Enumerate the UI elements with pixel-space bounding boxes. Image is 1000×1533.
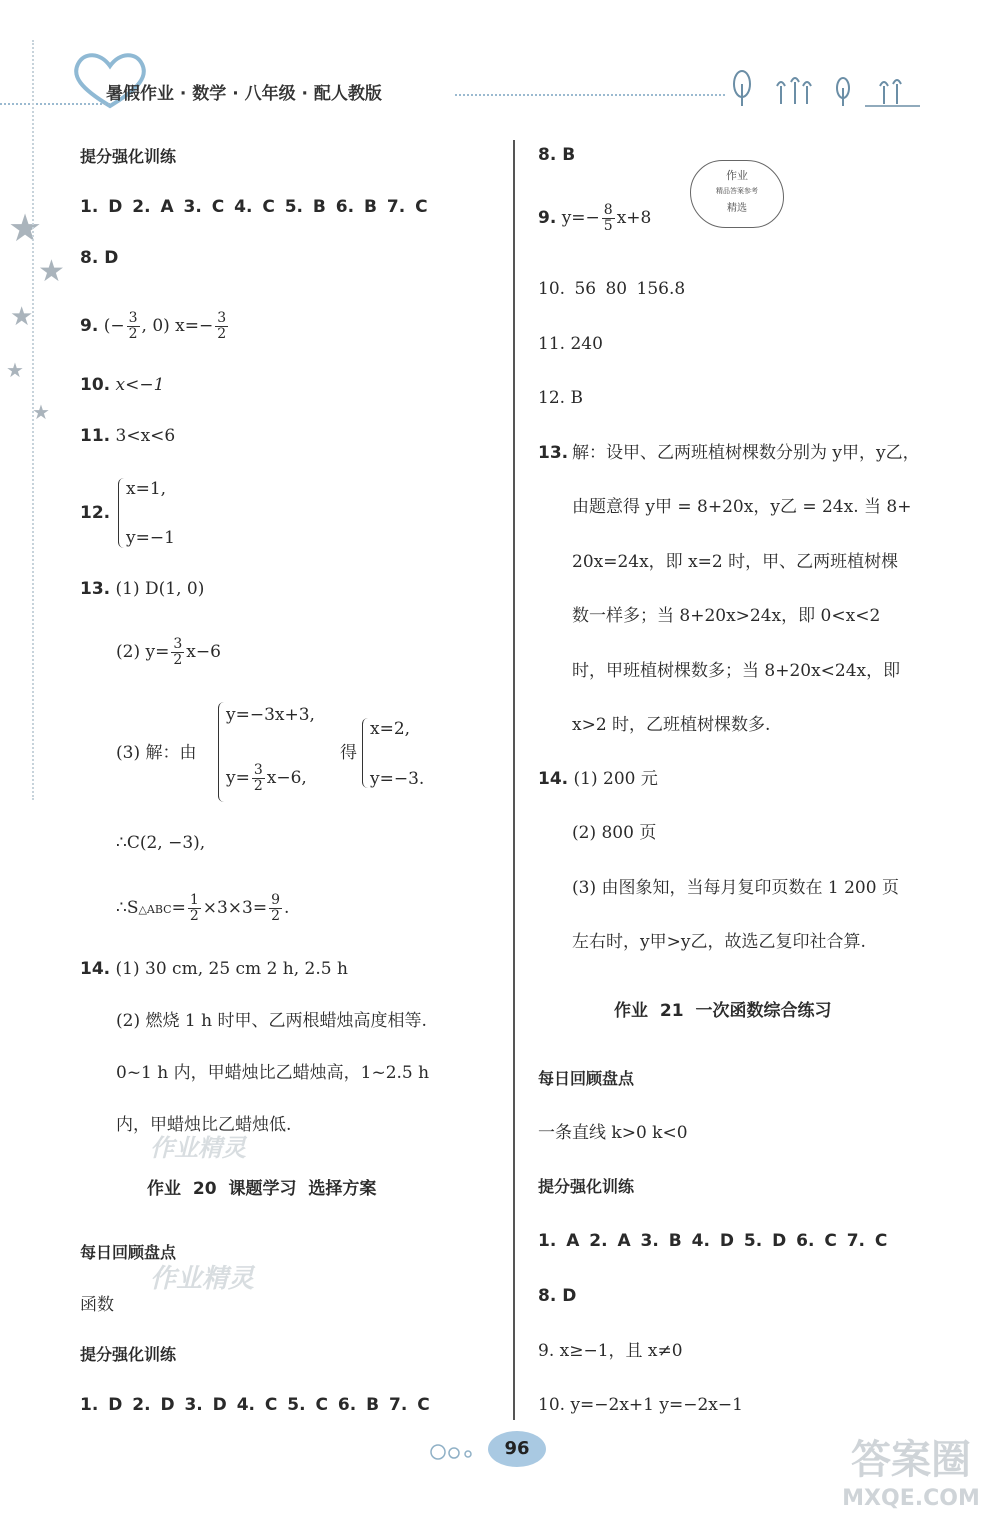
answer-12: 12. B: [538, 388, 583, 408]
answer-14-part2-line2: 0~1 h 内，甲蜡烛比乙蜡烛高，1~2.5 h: [116, 1063, 430, 1083]
answer-13-line3: 20x=24x，即 x=2 时，甲、乙两班植树棵: [572, 552, 899, 572]
answers-1-7: 1. D 2. D 3. D 4. C 5. C 6. B 7. C: [80, 1395, 430, 1415]
section-heading: 提分强化训练: [80, 1345, 177, 1364]
star-icon: ★: [32, 400, 50, 424]
site-watermark-logo: 答案圈 MXQE.COM: [842, 1437, 980, 1511]
answer-14-part1: 14. (1) 30 cm, 25 cm 2 h, 2.5 h: [80, 959, 348, 979]
answer-10: 10. x<−1: [80, 375, 165, 395]
left-margin-dotted-line: [32, 40, 34, 800]
answer-13-area: ∴S△ABC= $\frac{1}{2}$ ×3×3= $\frac{9}{2}$ .: [116, 892, 290, 924]
answer-13-line6: x>2 时，乙班植树棵数多.: [572, 715, 771, 735]
footer-bubbles-decoration: [428, 1442, 488, 1462]
daily-review-answer: 函数: [80, 1295, 114, 1315]
answer-13-line4: 数一样多；当 8+20x>24x，即 0<x<2: [572, 606, 881, 626]
answer-9: 9. y=− $\frac{8}{5}$ x+8: [538, 202, 652, 234]
answer-12-number: 12.: [80, 503, 111, 523]
daily-review-answer: 一条直线 k>0 k<0: [538, 1123, 688, 1143]
answer-8: 8. B: [538, 145, 576, 165]
header-dotted-line-top: [0, 103, 110, 105]
section-heading: 提分强化训练: [80, 147, 177, 166]
answer-12-line2: y=−1: [126, 528, 175, 548]
star-icon: ★: [10, 302, 34, 332]
header-dotted-line: [455, 94, 725, 96]
answers-1-7: 1. A 2. A 3. B 4. D 5. D 6. C 7. C: [538, 1231, 888, 1251]
header-plants-decoration: [725, 68, 920, 108]
header-title: 暑假作业 · 数学 · 八年级 · 配人教版: [106, 84, 382, 104]
daily-review-heading: 每日回顾盘点: [80, 1243, 177, 1262]
answer-14-part2-line1: (2) 燃烧 1 h 时甲、乙两根蜡烛高度相等.: [116, 1011, 427, 1031]
answer-13-get: 得: [340, 743, 357, 763]
page-number: 96: [488, 1431, 546, 1467]
answer-14-part2-line3: 内，甲蜡烛比乙蜡烛低.: [116, 1115, 292, 1135]
homework-21-title: 作业 21 一次函数综合练习: [614, 1001, 832, 1021]
watermark-text: 作业精灵: [150, 1134, 246, 1162]
answer-13-part1: 13. (1) D(1, 0): [80, 579, 205, 599]
answer-13-line2: 由题意得 y甲 = 8+20x，y乙 = 24x. 当 8+: [572, 497, 912, 517]
answer-9: 9. (− $\frac{3}{2}$ , 0) x=− $\frac{3}{2}$: [80, 310, 227, 342]
daily-review-heading: 每日回顾盘点: [538, 1069, 635, 1088]
answer-13-number: 13.: [538, 443, 569, 463]
answer-11: 11. 3<x<6: [80, 426, 176, 446]
stamp-seal: 作业 精品答案参考 精选: [690, 160, 784, 228]
equation-brace: [218, 702, 225, 802]
answer-8: 8. D: [538, 1286, 577, 1306]
answer-13-part3-label: (3) 解：由: [116, 743, 197, 763]
answer-14-part1: 14. (1) 200 元: [538, 769, 658, 789]
answer-9: 9. x≥−1，且 x≠0: [538, 1341, 683, 1361]
answer-13-line5: 时，甲班植树棵数多；当 8+20x<24x，即: [572, 661, 901, 681]
answer-13-part2: (2) y= $\frac{3}{2}$ x−6: [116, 636, 221, 668]
equation-brace: [362, 718, 369, 788]
answer-8: 8. D: [80, 248, 119, 268]
section-heading: 提分强化训练: [538, 1177, 635, 1196]
answer-13-c-point: ∴C(2, −3),: [116, 833, 206, 853]
column-divider: [513, 140, 515, 1420]
system2-line1: x=2,: [370, 719, 411, 739]
system1-line1: y=−3x+3,: [226, 705, 315, 725]
answer-13-line1: 解：设甲、乙两班植树棵数分别为 y甲，y乙，: [572, 443, 920, 463]
system1-line2: y= $\frac{3}{2}$ x−6,: [226, 762, 307, 794]
system2-line2: y=−3.: [370, 769, 425, 789]
watermark-text: 作业精灵: [150, 1264, 255, 1294]
answer-10: 10. 56 80 156.8: [538, 279, 686, 299]
answer-12-line1: x=1,: [126, 479, 167, 499]
star-icon: ★: [6, 358, 24, 382]
answer-14-part3-line2: 左右时，y甲>y乙，故选乙复印社合算.: [572, 932, 866, 952]
answer-11: 11. 240: [538, 334, 603, 354]
star-icon: ★: [8, 206, 43, 250]
homework-20-title: 作业 20 课题学习 选择方案: [147, 1179, 377, 1199]
answer-14-part3-line1: (3) 由图象知，当每月复印页数在 1 200 页: [572, 878, 899, 898]
answer-10: 10. y=−2x+1 y=−2x−1: [538, 1395, 743, 1415]
equation-brace: [118, 478, 125, 548]
answer-14-part2: (2) 800 页: [572, 823, 657, 843]
answers-1-7: 1. D 2. A 3. C 4. C 5. B 6. B 7. C: [80, 197, 428, 217]
star-icon: ★: [38, 254, 65, 289]
